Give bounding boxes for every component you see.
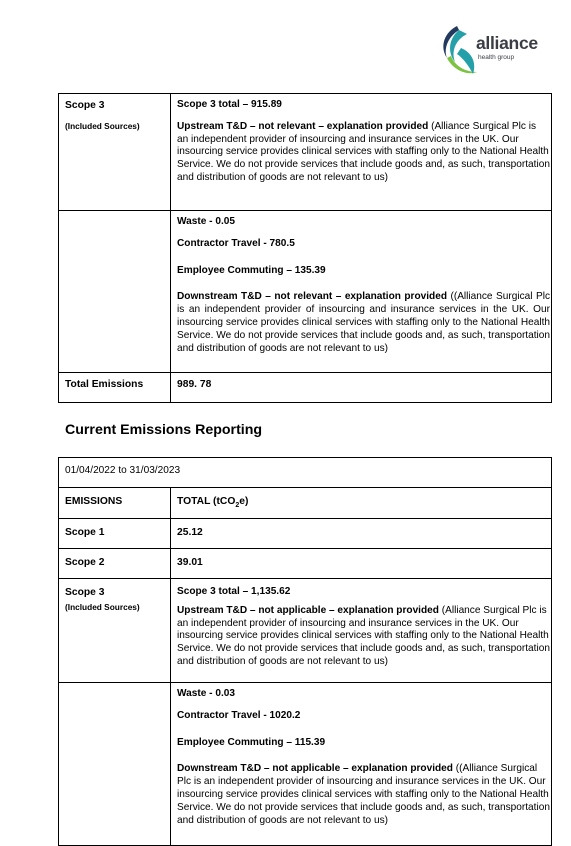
- scope3-total: Scope 3 total – 1,135.62: [177, 586, 291, 597]
- upstream-explanation: (Alliance Surgical Plc is an independent provider of insourcing and insurance services in the UK. Our insourcing service provides clinical services with staffing only to the National Health Service. We do not provide services that include goods and, as such, transportation and distribution of goods are not relevant to us): [177, 120, 550, 183]
- table-row-scope3-detail: [59, 683, 552, 846]
- alliance-logo: [437, 22, 553, 82]
- previous-emissions-table: [58, 93, 552, 403]
- table-row-total: [59, 373, 552, 403]
- downstream-paragraph: [177, 291, 550, 355]
- logo-wordmark: alliance: [476, 33, 538, 53]
- reporting-period: 01/04/2022 to 31/03/2023: [65, 465, 181, 476]
- total-value-cell: [171, 373, 552, 403]
- scope2-label: Scope 2: [65, 557, 105, 568]
- upstream-paragraph: [177, 121, 550, 185]
- waste-value: Waste - 0.05: [177, 216, 235, 227]
- downstream-explanation: ((Alliance Surgical Plc is an independent provider of insourcing and insurance services in the UK. Our insourcing service provides clinical services with staffing only to the National Health Service. We do not provide services that include goods and, as such, transportation and distribution of goods are not relevant to us): [177, 763, 550, 826]
- scope3-label: Scope 3: [65, 587, 105, 598]
- column-header-total: TOTAL (tCO$_2$e): [177, 496, 249, 510]
- logo-tagline: health group: [478, 54, 515, 61]
- empty-cell: [59, 683, 171, 846]
- table-row-scope3-upstream: [59, 579, 552, 683]
- table-row-scope3-upstream: [59, 94, 552, 211]
- upstream-heading: Upstream T&D – not applicable – explanation provided: [177, 604, 439, 616]
- table-row-scope2: [59, 549, 552, 579]
- total-emissions-label: Total Emissions: [65, 379, 144, 390]
- header-total-cell: [171, 488, 552, 519]
- scope1-label: Scope 1: [65, 527, 105, 538]
- downstream-heading: Downstream T&D – not relevant – explanation provided: [177, 291, 447, 303]
- scope1-label-cell: [59, 519, 171, 549]
- scope3-label-cell: [59, 579, 171, 683]
- scope3-label: Scope 3: [65, 100, 105, 111]
- upstream-paragraph: [177, 605, 550, 669]
- employee-commuting-value: Employee Commuting – 115.39: [177, 736, 326, 748]
- header-emissions-cell: [59, 488, 171, 519]
- table-row-header: [59, 488, 552, 519]
- upstream-heading: Upstream T&D – not relevant – explanation provided: [177, 120, 429, 132]
- table-row-period: [59, 458, 552, 488]
- total-emissions-value: 989. 78: [177, 379, 212, 390]
- column-header-emissions: EMISSIONS: [65, 496, 123, 507]
- logo-swoosh-icon: [437, 22, 481, 82]
- scope2-label-cell: [59, 549, 171, 579]
- empty-cell: [59, 211, 171, 373]
- scope3-upstream-cell: [171, 579, 552, 683]
- downstream-explanation: ((Alliance Surgical Plc is an independent provider of insourcing and insurance services in the UK. Our insourcing service provides clinical services with staffing only to the National Health Service. We do not provide services that include goods and, as such, transportation and distribution of goods are not relevant to us): [177, 291, 550, 354]
- current-emissions-table: [58, 457, 552, 846]
- scope1-value-cell: [171, 519, 552, 549]
- scope1-value: 25.12: [177, 527, 203, 538]
- table-row-scope3-detail: [59, 211, 552, 373]
- scope2-value: 39.01: [177, 557, 203, 568]
- employee-commuting-value: Employee Commuting – 135.39: [177, 264, 326, 276]
- section-heading: Current Emissions Reporting: [65, 422, 263, 438]
- contractor-travel-value: Contractor Travel - 780.5: [177, 237, 295, 249]
- downstream-paragraph: [177, 763, 550, 827]
- scope2-value-cell: [171, 549, 552, 579]
- scope3-sublabel: (Included Sources): [65, 602, 140, 612]
- scope3-label-cell: [59, 94, 171, 211]
- scope3-detail-cell: [171, 683, 552, 846]
- waste-value: Waste - 0.03: [177, 688, 235, 699]
- scope3-sublabel: (Included Sources): [65, 121, 140, 131]
- upstream-explanation: (Alliance Surgical Plc is an independent provider of insourcing and insurance services in the UK. Our insourcing service provides clinical services with staffing only to the National Health Service. We do not provide services that include goods and, as such, transportation and distribution of goods are not relevant to us): [177, 604, 550, 667]
- scope3-detail-cell: [171, 211, 552, 373]
- scope3-total: Scope 3 total – 915.89: [177, 99, 282, 110]
- scope3-upstream-cell: [171, 94, 552, 211]
- contractor-travel-value: Contractor Travel - 1020.2: [177, 709, 301, 721]
- table-row-scope1: [59, 519, 552, 549]
- downstream-heading: Downstream T&D – not applicable – explanation provided: [177, 763, 453, 775]
- total-label-cell: [59, 373, 171, 403]
- period-cell: [59, 458, 552, 488]
